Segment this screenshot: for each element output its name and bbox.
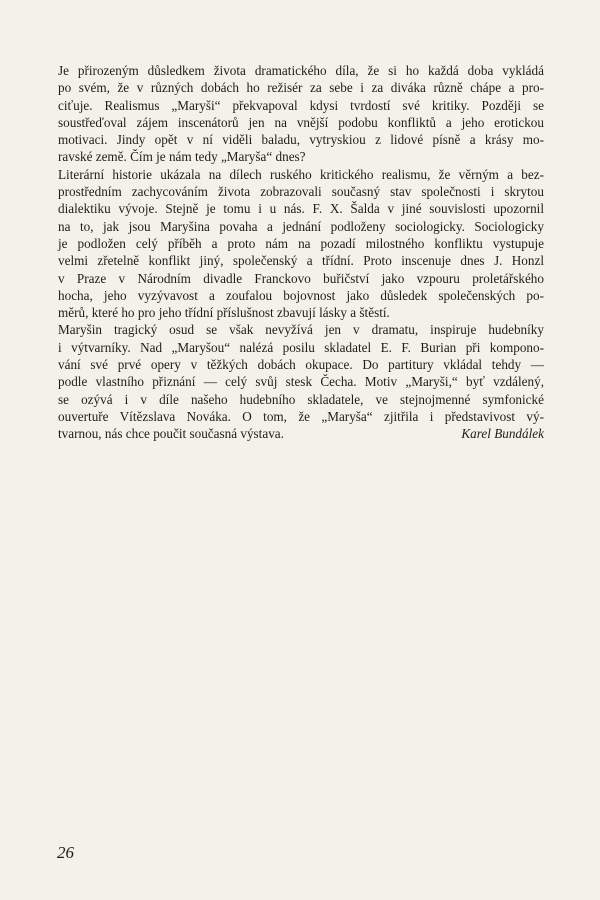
text-line: v Praze v Národním divadle Franckovo buřičství jako vzpouru proletářského — [58, 270, 544, 286]
text-line: na to, jak jsou Maryšina povaha a jednání podloženy sociologicky. Sociologicky — [58, 218, 544, 234]
text-line: soustřeďoval zájem inscenátorů jen na vnější podobu konfliktů a jeho erotickou — [58, 114, 544, 130]
text-line: Je přirozeným důsledkem života dramatického díla, že si ho každá doba vykládá — [58, 63, 544, 78]
text-line: hocha, jeho vyzývavost a zoufalou bojovnost jako důsledek společenských po- — [58, 287, 544, 303]
text-line: ciťuje. Realismus „Maryši“ překvapoval kdysi tvrdostí své kritiky. Později se — [58, 97, 544, 113]
text-line: měrů, které ho pro jeho třídní příslušnost zbavují lásky a štěstí. — [58, 305, 390, 321]
text-line: velmi zřetelně konflikt jiný, společenský a třídní. Proto inscenuje dnes J. Honzl — [58, 253, 544, 269]
text-line: vání své prvé opery v těžkých dobách okupace. Do partitury vkládal tehdy — — [58, 357, 544, 373]
closing-line — [58, 425, 544, 442]
text-line: dialektiku vývoje. Stejně je tomu i u nás. F. X. Šalda v jiné souvislosti upozornil — [58, 201, 544, 217]
text-line: i výtvarníky. Nad „Maryšou“ nalézá posilu skladatel E. F. Burian při kompono- — [58, 339, 544, 355]
text-line: tvarnou, nás chce poučit současná výstava. — [58, 426, 284, 442]
text-line: podle vlastního přiznání — celý svůj stesk Čecha. Motiv „Maryši,“ byť vzdálený, — [58, 374, 544, 390]
text-line: prostředním zachycováním života zobrazovali současný stav společnosti i skrytou — [58, 184, 544, 200]
paragraph — [58, 62, 544, 166]
text-line: je podložen celý příběh a proto nám na pozadí milostného konfliktu vystupuje — [58, 235, 544, 251]
author-signature: Karel Bundálek — [461, 426, 544, 442]
paragraph — [58, 321, 544, 442]
text-line: Maryšin tragický osud se však nevyžívá jen v dramatu, inspiruje hudebníky — [58, 322, 544, 338]
text-line: Literární historie ukázala na dílech ruského kritického realismu, že věrným a bez- — [58, 166, 544, 182]
text-line: po svém, že v různých dobách ho režisér za sebe i za diváka různě chápe a pro- — [58, 80, 544, 96]
page-number: 26 — [57, 843, 74, 862]
text-line: ouvertuře Vítězslava Nováka. O tom, že „Maryša“ zjitřila i představivost vý- — [58, 408, 544, 424]
text-line: se ozývá i v díle našeho hudebního skladatele, ve stejnojmenné symfonické — [58, 391, 544, 407]
text-column — [58, 62, 544, 443]
text-line: ravské země. Čím je nám tedy „Maryša“ dnes? — [58, 149, 306, 165]
text-line: motivaci. Jindy opět v ní viděli baladu, vytryskiou z lidové písně a krásy mo- — [58, 132, 544, 148]
paragraph — [58, 166, 544, 322]
